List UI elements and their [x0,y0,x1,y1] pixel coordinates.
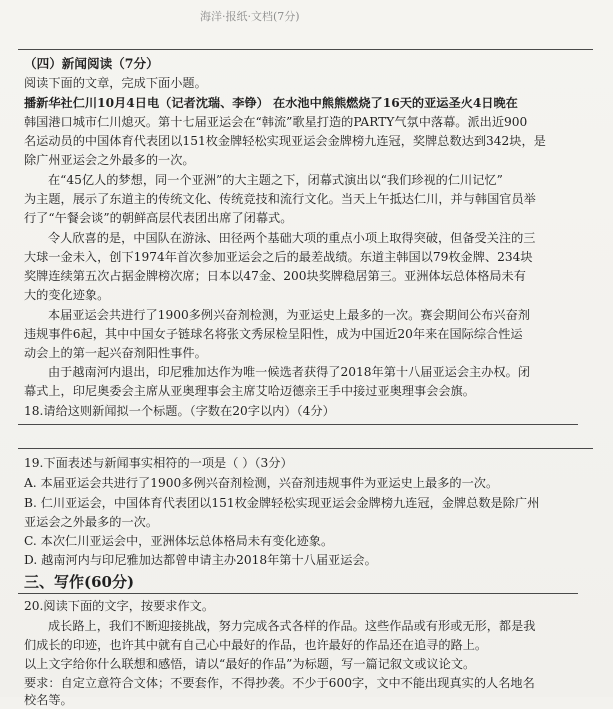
article-line: 奖牌连续第五次占据金牌榜次席；日本以47金、200块奖牌稳居第三。亚洲体坛总体格局未有 [24,269,526,283]
top-divider [18,49,593,50]
article-line: 本届亚运会共进行了1900多例兴奋剂检测，为亚运史上最多的一次。赛会期间公布兴奋剂 [48,308,530,322]
article-line: 大球一金未入，创下1974年首次参加亚运会之后的最差战绩。东道主韩国以79枚金牌、234块 [24,250,533,264]
answer-line [18,424,578,425]
article-line: 行了“午餐会谈”的朝鲜高层代表团出席了闭幕式。 [24,211,293,225]
prompt-line: 校名等。 [24,693,73,707]
option-d: D. 越南河内与印尼雅加达都曾申请主办2018年第十八届亚运会。 [24,553,377,567]
article-line: 动会上的第一起兴奋剂阳性事件。 [24,346,207,360]
option-a: A. 本届亚运会共进行了1900多例兴奋剂检测，兴奋剂违规事件为亚运史上最多的一次。 [24,476,499,490]
article-line: 幕式上，印尼奥委会主席从亚奥理事会主席艾哈迈德亲王手中接过亚奥理事会会旗。 [24,384,475,398]
article-line: 令人欣喜的是，中国队在游泳、田径两个基础大项的重点小项上取得突破，但备受关注的三 [48,231,536,245]
option-b-continued: 亚运会之外最多的一次。 [24,515,159,529]
prompt-line: 们成长的印迹，也许其中就有自己心中最好的作品，也许最好的作品还在追寻的路上。 [24,638,488,652]
section-divider [18,593,578,594]
article-line: 在“45亿人的梦想，同一个亚洲”的大主题之下，闭幕式演出以“我们珍视的仁川记忆” [48,173,503,187]
article-line: 名运动员的中国体育代表团以151枚金牌轻松实现亚运会金牌榜九连冠，奖牌总数达到342块，是 [24,134,546,148]
option-b: B. 仁川亚运会，中国体育代表团以151枚金牌轻松实现亚运会金牌榜九连冠，金牌总数是除广州 [24,496,540,510]
prompt-line: 要求：自定立意符合文体；不要套作，不得抄袭。不少于600字，文中不能出现真实的人名地名 [24,676,535,690]
section-3-title: 三、写作(60分) [24,573,135,591]
news-section-title: （四）新闻阅读（7分） [24,56,159,71]
article-line: 大的变化迹象。 [24,288,110,302]
prompt-line: 成长路上，我们不断迎接挑战，努力完成各式各样的作品。这些作品或有形或无形，都是我 [48,619,536,633]
question-20-stem: 20.阅读下面的文字，按要求作文。 [24,599,215,613]
instruction-text: 阅读下面的文章，完成下面小题。 [24,76,207,90]
option-c: C. 本次仁川亚运会中，亚洲体坛总体格局未有变化迹象。 [24,534,334,548]
article-line: 由于越南河内退出，印尼雅加达作为唯一候选者获得了2018年第十八届亚运会主办权。闭 [48,365,530,379]
faint-header-text: 海洋·报纸·文档(7分) [200,10,300,23]
article-line: 除广州亚运会之外最多的一次。 [24,153,195,167]
article-line: 违规事件6起，其中中国女子链球名将张文秀尿检呈阳性，成为中国近20年来在国际综合性运 [24,327,523,341]
answer-line [18,448,593,449]
prompt-line: 以上文字给你什么联想和感悟，请以“最好的作品”为标题，写一篇记叙文或议论文。 [24,657,476,671]
question-18: 18.请给这则新闻拟一个标题。（字数在20字以内）（4分） [24,404,335,418]
article-line: 播新华社仁川10月4日电（记者沈瑞、李铮） 在水池中熊熊燃烧了16天的亚运圣火4日晚在 [24,96,518,110]
article-line: 为主题，展示了东道主的传统文化、传统竞技和流行文化。当天上午抵达仁川，并与韩国官员举 [24,192,536,206]
article-line: 韩国港口城市仁川熄灭。第十七届亚运会在“韩流”歌星打造的PARTY气氛中落幕。派出近900 [24,115,528,129]
question-19-stem: 19.下面表述与新闻事实相符的一项是（ ）（3分） [24,456,293,470]
